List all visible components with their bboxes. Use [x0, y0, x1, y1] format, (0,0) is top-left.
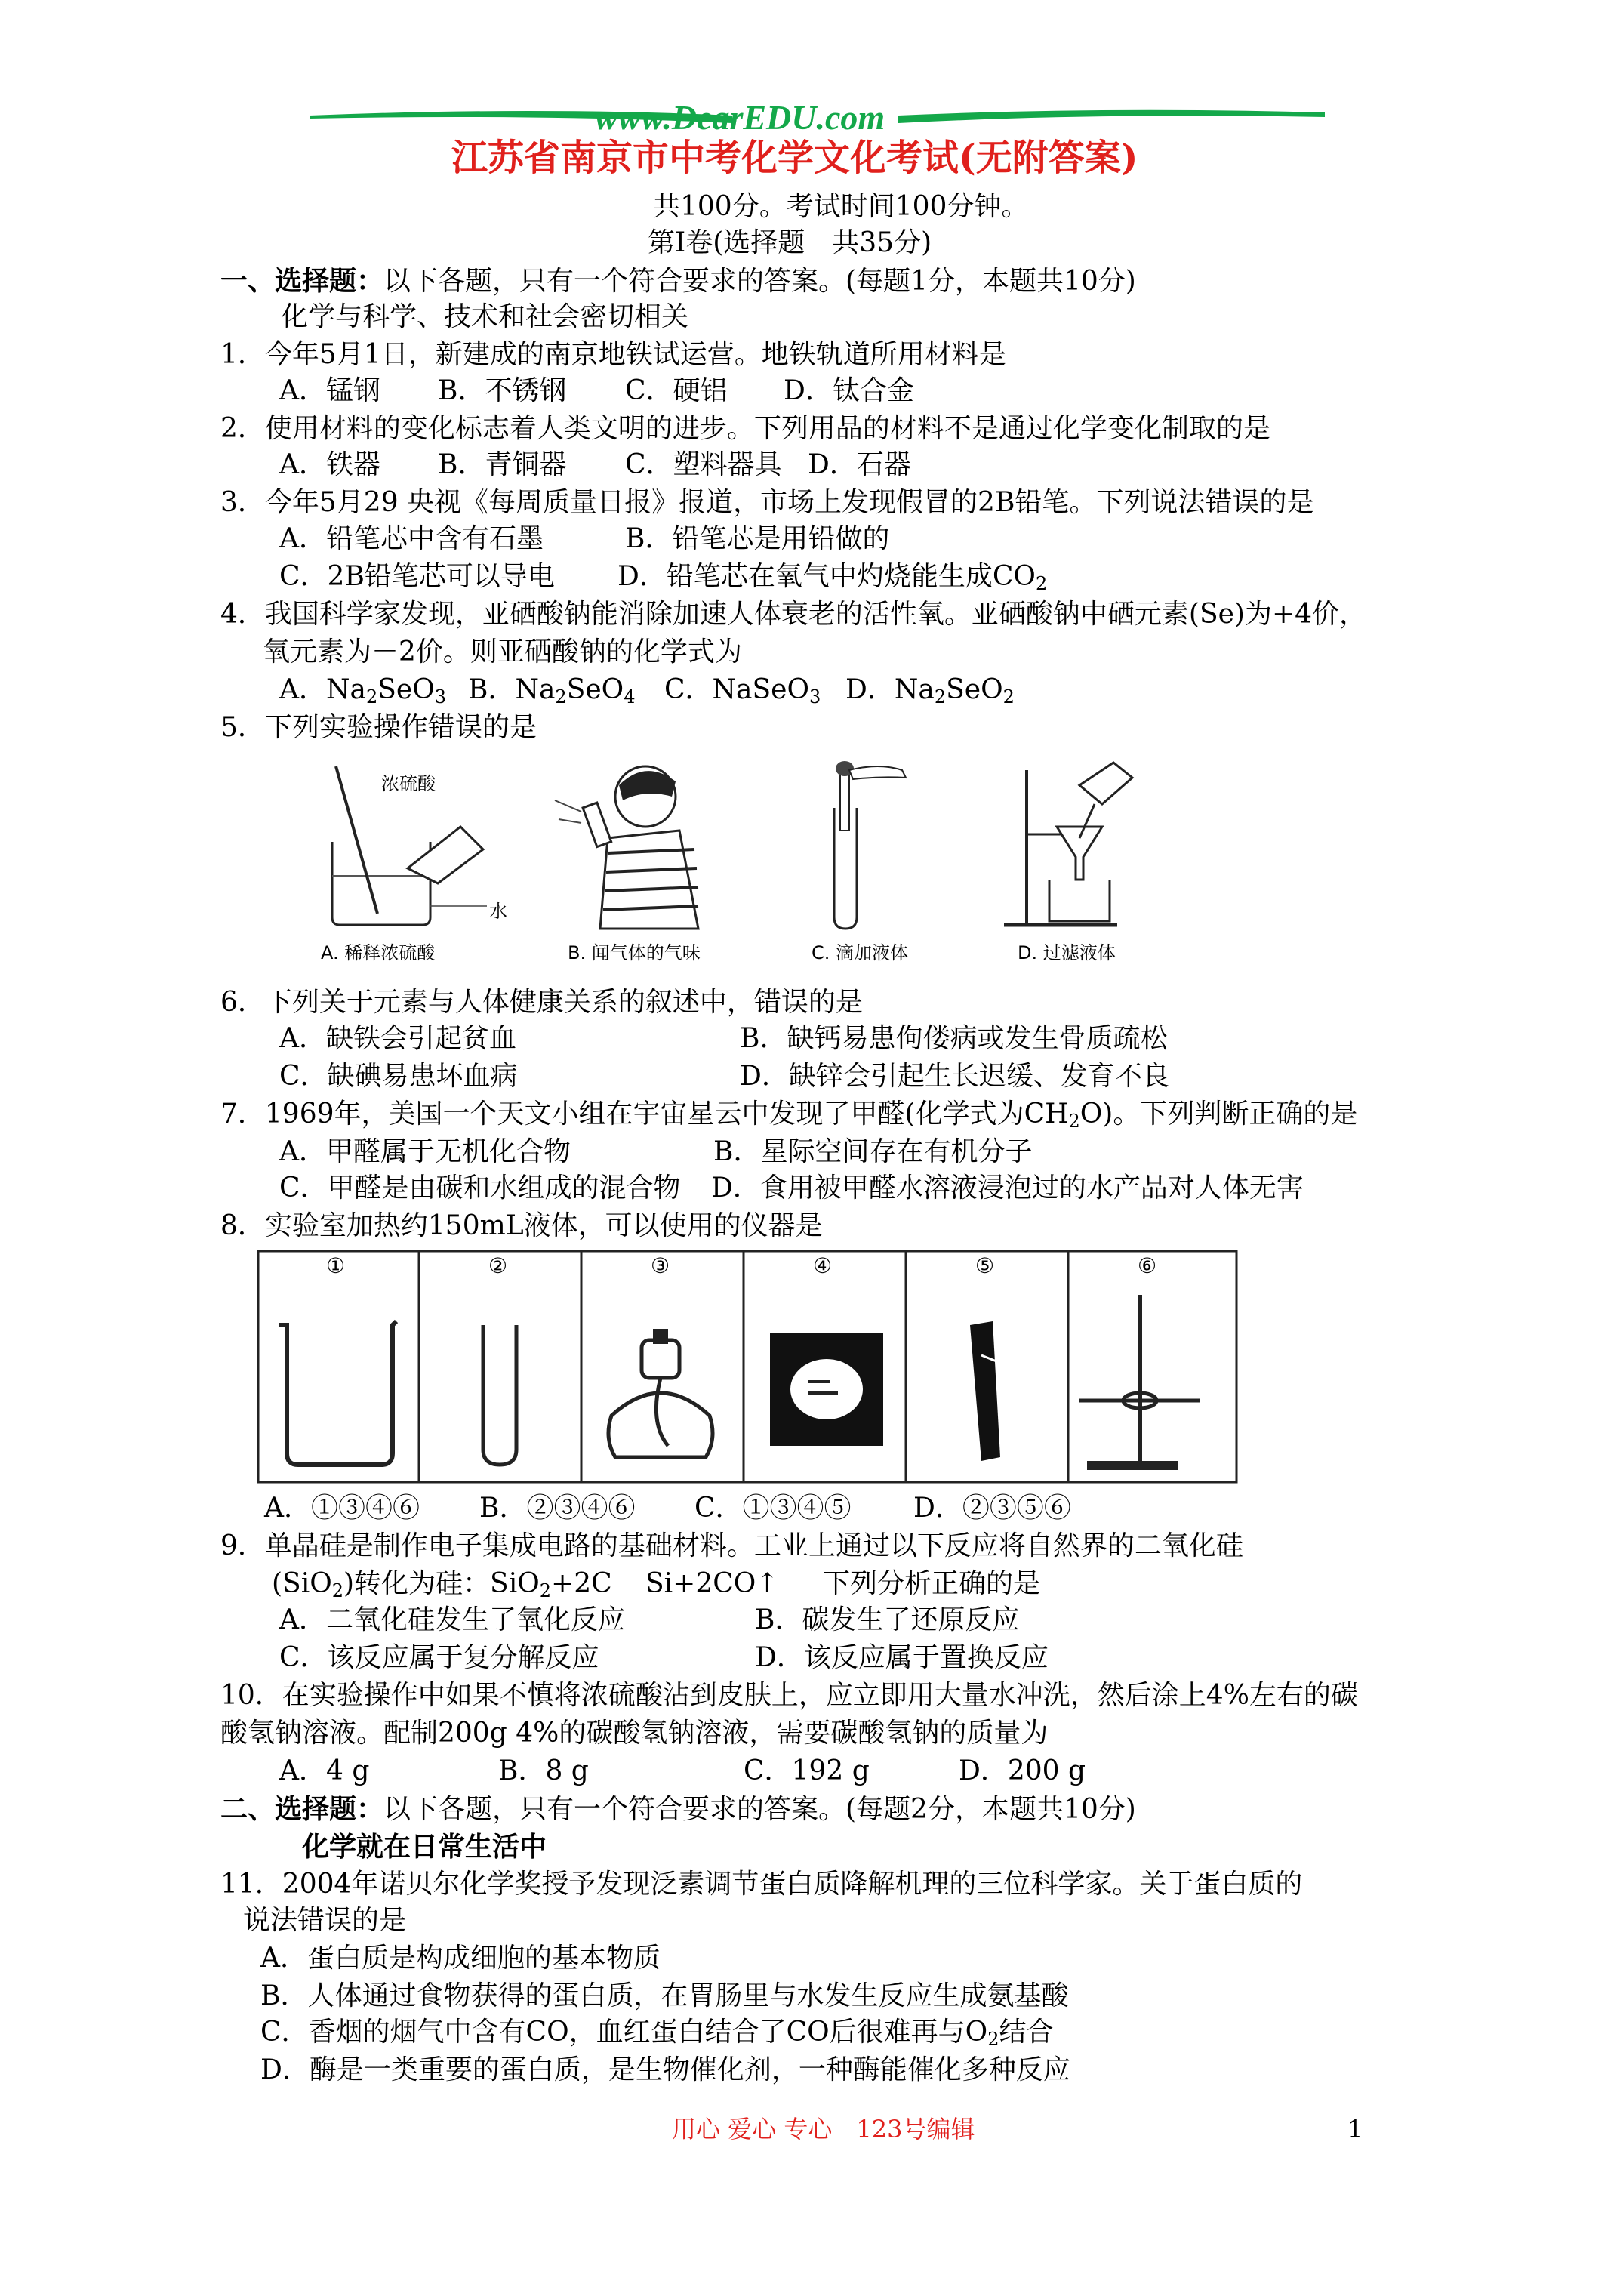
q10-option-b[interactable]: B．8 g	[498, 1755, 589, 1786]
q4-a-2: SeO	[377, 674, 435, 705]
q7-stem-sub: 2	[1068, 1111, 1080, 1132]
q11-c-sub: 2	[987, 2029, 999, 2050]
caption-c: C. 滴加液体	[812, 942, 909, 963]
footer-text: 用心 爱心 专心 123号编辑	[672, 2115, 975, 2143]
caption-b: B. 闻气体的气味	[568, 942, 701, 963]
theme-1: 化学与科学、技术和社会密切相关	[281, 301, 689, 332]
q4-b-sub1: 2	[555, 686, 567, 707]
section-1-number: 一、选择题：	[220, 265, 384, 297]
section-2-text: 以下各题，只有一个符合要求的答案。(每题2分，本题共10分)	[383, 1794, 1136, 1825]
apparatus-table	[257, 1250, 1238, 1484]
q11-stem: 11．2004年诺贝尔化学奖授予发现泛素调节蛋白质降解机理的三位科学家。关于蛋白质的	[220, 1869, 1303, 1900]
q3-option-a[interactable]: A．铅笔芯中含有石墨	[279, 523, 544, 554]
q6-option-b[interactable]: B．缺钙易患佝偻病或发生骨质疏松	[740, 1023, 1168, 1054]
section-1-text: 以下各题，只有一个符合要求的答案。(每题1分，本题共10分)	[383, 266, 1136, 297]
q9-l2-e: +2C	[551, 1568, 612, 1599]
figure-drop-liquid[interactable]	[812, 755, 917, 936]
q2-option-d[interactable]: D．石器	[808, 449, 911, 480]
q7-stem-post: O)。下列判断正确的是	[1079, 1099, 1358, 1130]
q4-stem: 4．我国科学家发现，亚硒酸钠能消除加速人体衰老的活性氧。亚硒酸钠中硒元素(Se)为+4价，	[220, 599, 1367, 630]
q10-option-a[interactable]: A．4 g	[279, 1755, 370, 1786]
q1-option-b[interactable]: B．不锈钢	[438, 375, 567, 406]
q7-stem-pre: 7．1969年，美国一个天文小组在宇宙星云中发现了甲醛(化学式为CH	[220, 1099, 1069, 1130]
apparatus-num-6: ⑥	[1138, 1253, 1157, 1278]
q3-option-d-sub: 2	[1035, 573, 1048, 594]
section-2-heading	[220, 1792, 1136, 1826]
q9-l2-c: )转化为硅：SiO	[343, 1568, 540, 1599]
q3-option-d-text: D．铅笔芯在氧气中灼烧能生成CO	[617, 561, 1036, 592]
q10-stem: 10．在实验操作中如果不慎将浓硫酸沾到皮肤上，应立即用大量水冲洗，然后涂上4%左右的碳	[220, 1680, 1358, 1711]
q9-option-c[interactable]: C．该反应属于复分解反应	[279, 1642, 599, 1673]
caption-a: A. 稀释浓硫酸	[321, 942, 436, 963]
q9-l2-b: 2	[331, 1580, 344, 1601]
q7-option-a[interactable]: A．甲醛属于无机化合物	[279, 1136, 571, 1167]
section-2-number: 二、选择题：	[220, 1793, 384, 1825]
q4-d-2: SeO	[946, 674, 1003, 705]
q7-stem	[220, 1098, 1357, 1131]
q4-b-2: SeO	[566, 674, 624, 705]
q3-option-b[interactable]: B．铅笔芯是用铅做的	[625, 523, 890, 554]
q4-a-sub2: 3	[434, 686, 447, 707]
figure-filtration[interactable]	[989, 755, 1140, 936]
q10-option-d[interactable]: D．200 g	[959, 1755, 1086, 1786]
label-water: 水	[489, 901, 507, 922]
q4-a-1: A．Na	[279, 674, 366, 705]
q4-option-c[interactable]	[664, 673, 821, 707]
q10-stem-2: 酸氢钠溶液。配制200g 4%的碳酸氢钠溶液，需要碳酸氢钠的质量为	[220, 1718, 1049, 1749]
q5-stem: 5．下列实验操作错误的是	[220, 712, 537, 743]
q2-option-c[interactable]: C．塑料器具	[625, 449, 782, 480]
apparatus-num-2: ②	[488, 1253, 508, 1278]
q6-option-d[interactable]: D．缺锌会引起生长迟缓、发育不良	[740, 1061, 1169, 1092]
q11-option-c[interactable]	[260, 2016, 1053, 2049]
q4-option-a[interactable]	[279, 673, 446, 707]
q9-option-b[interactable]: B．碳发生了还原反应	[755, 1604, 1020, 1635]
q9-stem-3: 下列分析正确的是	[823, 1568, 1041, 1599]
exam-info: 共100分。考试时间100分钟。	[653, 191, 1029, 222]
q1-option-a[interactable]: A．锰钢	[279, 375, 380, 406]
q6-option-a[interactable]: A．缺铁会引起贫血	[279, 1023, 516, 1054]
q4-d-sub1: 2	[934, 686, 947, 707]
q2-option-b[interactable]: B．青铜器	[438, 449, 567, 480]
q4-b-1: B．Na	[468, 674, 556, 705]
apparatus-num-4: ④	[813, 1253, 833, 1278]
q4-c-sub1: 3	[809, 686, 821, 707]
theme-2: 化学就在日常生活中	[302, 1831, 547, 1863]
q9-l2-d: 2	[539, 1580, 552, 1601]
q8-stem: 8．实验室加热约150mL液体，可以使用的仪器是	[220, 1210, 823, 1241]
q9-l2-a: (SiO	[272, 1568, 332, 1599]
label-acid: 浓硫酸	[381, 773, 436, 794]
q2-option-a[interactable]: A．铁器	[279, 449, 380, 480]
q4-d-sub2: 2	[1002, 686, 1015, 707]
page-title: 江苏省南京市中考化学文化考试(无附答案)	[451, 137, 1138, 179]
q7-option-d[interactable]: D．食用被甲醛水溶液浸泡过的水产品对人体无害	[711, 1173, 1304, 1203]
volume-heading: 第Ⅰ卷(选择题 共35分)	[648, 227, 932, 258]
q8-option-d[interactable]: D．②③⑤⑥	[913, 1493, 1071, 1524]
q7-option-c[interactable]: C．甲醛是由碳和水组成的混合物	[279, 1173, 681, 1203]
q1-stem: 1．今年5月1日，新建成的南京地铁试运营。地铁轨道所用材料是	[220, 339, 1006, 370]
q6-stem: 6．下列关于元素与人体健康关系的叙述中，错误的是	[220, 987, 863, 1018]
apparatus-num-5: ⑤	[975, 1253, 995, 1278]
q9-stem: 9．单晶硅是制作电子集成电路的基础材料。工业上通过以下反应将自然界的二氧化硅	[220, 1530, 1243, 1561]
q9-stem-2	[272, 1567, 612, 1601]
figure-smell-gas[interactable]	[547, 755, 728, 936]
q9-product: Si+2CO↑	[645, 1568, 779, 1599]
q1-option-c[interactable]: C．硬铝	[625, 375, 728, 406]
q11-stem-2: 说法错误的是	[243, 1905, 407, 1936]
q3-stem: 3．今年5月29 央视《每周质量日报》报道，市场上发现假冒的2B铅笔。下列说法错误的是	[220, 487, 1314, 518]
q1-option-d[interactable]: D．钛合金	[784, 375, 914, 406]
q3-option-d[interactable]	[617, 560, 1047, 593]
apparatus-num-1: ①	[326, 1253, 346, 1278]
q9-option-d[interactable]: D．该反应属于置换反应	[755, 1642, 1049, 1673]
q8-option-c[interactable]: C．①③④⑤	[694, 1493, 852, 1524]
apparatus-num-3: ③	[651, 1253, 670, 1278]
caption-d: D. 过滤液体	[1018, 942, 1116, 963]
q2-stem: 2．使用材料的变化标志着人类文明的进步。下列用品的材料不是通过化学变化制取的是	[220, 413, 1270, 444]
q11-option-d[interactable]: D．酶是一类重要的蛋白质，是生物催化剂，一种酶能催化多种反应	[260, 2054, 1070, 2085]
section-1-heading	[220, 264, 1136, 298]
q8-option-a[interactable]: A．①③④⑥	[264, 1493, 420, 1524]
q4-option-d[interactable]	[845, 673, 1015, 707]
q7-option-b[interactable]: B．星际空间存在有机分子	[713, 1136, 1033, 1167]
q6-option-c[interactable]: C．缺碘易患坏血病	[279, 1061, 518, 1092]
q4-a-sub1: 2	[365, 686, 378, 707]
q4-b-sub2: 4	[624, 686, 636, 707]
q10-option-c[interactable]: C．192 g	[744, 1755, 870, 1786]
q11-c-post: 结合	[999, 2017, 1054, 2048]
q4-stem-2: 氧元素为－2价。则亚硒酸钠的化学式为	[263, 636, 742, 667]
q11-c-pre: C．香烟的烟气中含有CO，血红蛋白结合了CO后很难再与O	[260, 2017, 988, 2048]
page-number: 1	[1347, 2115, 1363, 2143]
q4-option-b[interactable]	[468, 673, 635, 707]
q3-option-c[interactable]: C．2B铅笔芯可以导电	[279, 561, 555, 592]
q11-option-b[interactable]: B．人体通过食物获得的蛋白质，在胃肠里与水发生反应生成氨基酸	[260, 1980, 1069, 2011]
q11-option-a[interactable]: A．蛋白质是构成细胞的基本物质	[260, 1943, 661, 1974]
q4-c-1: C．NaSeO	[664, 674, 809, 705]
q9-option-a[interactable]: A．二氧化硅发生了氧化反应	[279, 1604, 625, 1635]
q8-option-b[interactable]: B．②③④⑥	[479, 1493, 636, 1524]
site-url[interactable]: www.DearEDU.com	[595, 98, 885, 137]
q4-d-1: D．Na	[845, 674, 935, 705]
